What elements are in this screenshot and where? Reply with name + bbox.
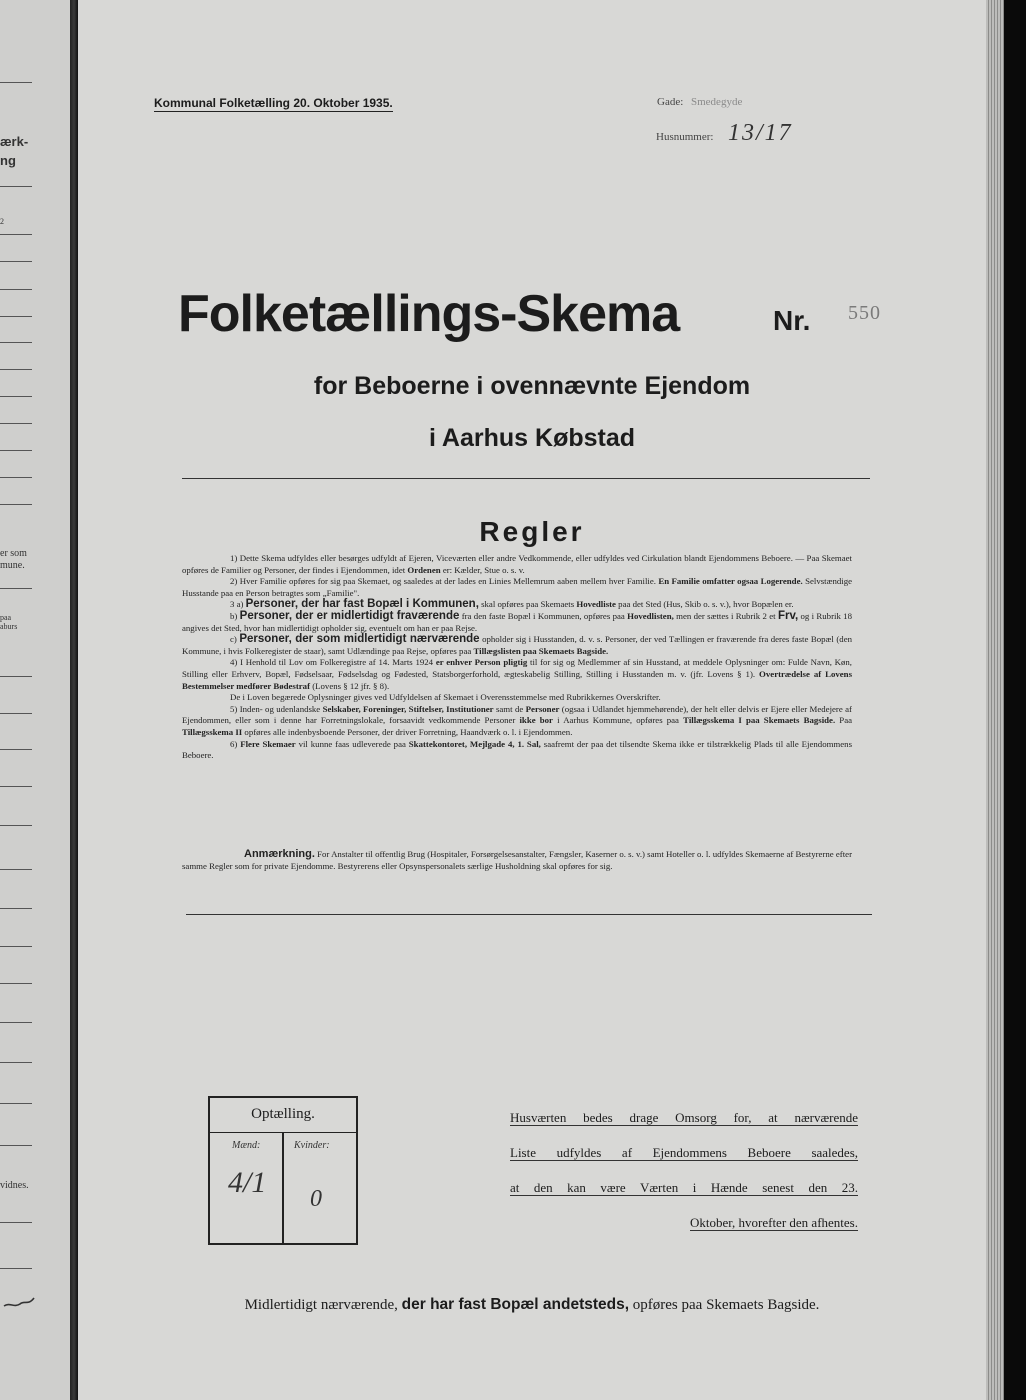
divider [182, 478, 870, 479]
rule-3c: c) Personer, der som midlertidigt nærværende opholder sig i Husstanden, d. v. s. Personer, der ved Tællingen er fraværende fra deres faste Bopæl (den Kommune, i hvis Folkeregister de staar), samt Udlændinge paa Rejse, opføres paa Tillægslisten paa Skemaets Bagside. [182, 633, 853, 656]
left-page-fragment: er som [0, 548, 27, 559]
remark-section [182, 848, 852, 872]
handwritten-mark [2, 1294, 36, 1312]
census-form-page [78, 0, 986, 1400]
rule-line [0, 423, 32, 424]
rule-line [0, 1022, 32, 1023]
rule-line [0, 504, 32, 505]
form-number-label: Nr. [773, 305, 811, 336]
rule-line [0, 825, 32, 826]
rule-1: 1) Dette Skema udfyldes eller besørges udfyldt af Ejeren, Viceværten eller andre Vedkommende, eller udfyldes ved Cirkulation blandt Ejendommens Beboere. — Paa Skemaet opføres de Familier og Personer, der findes i Ejendommen, idet Ordenen er: Kælder, Stue o. s. v. [182, 553, 852, 575]
remark-label: Anmærkning. [244, 848, 315, 860]
house-number-label: Husnummer: [656, 131, 714, 143]
rule-line [0, 946, 32, 947]
rule-line [0, 676, 32, 677]
street-label: Gade: [657, 96, 684, 108]
rule-line [0, 1222, 32, 1223]
rules-text [182, 553, 852, 762]
rule-line [0, 1268, 32, 1269]
rule-line [0, 289, 32, 290]
rule-line [0, 234, 32, 235]
rule-line [0, 713, 32, 714]
remark-text: For Anstalter til offentlig Brug (Hospitaler, Forsørgelsesanstalter, Fængsler, Kaserner o. s. v.) samt Hoteller o. l. udfyldes Skemaerne af Bestyrerne efter samme Regler som for private Ejendomme. Bestyrerens eller Opsynspersonalets særlige Husholdning skal opføres for sig. [182, 849, 852, 871]
rule-line [0, 396, 32, 397]
rule-line [0, 908, 32, 909]
rules-heading: Regler [479, 516, 585, 547]
rule-4: 4) I Henhold til Lov om Folkeregistre af 14. Marts 1924 er enhver Person pligtig til for sig og Medlemmer af sin Husstand, at meddele Oplysninger om: Fulde Navn, Køn, Stilling eller Erhverv, Bopæl, Fødselsaar, Fødselsdag og Fødested, Statsborgerforhold, ægteskabelig Stilling, Stilling i Husstanden m. v. (jfr. Lovens § 1). Overtrædelse af Lovens Bestemmelser medfører Bødestraf (Lovens § 12 jfr. § 8). [182, 657, 853, 691]
count-box [208, 1096, 358, 1245]
rule-line [0, 1103, 32, 1104]
instruction-line: at den kan være Værten i Hænde senest den 23. [510, 1180, 858, 1195]
rule-3a: 3 a) Personer, der har fast Bopæl i Kommunen, skal opføres paa Skemaets Hovedliste paa det Sted (Hus, Skib o. s. v.), hvor Bopælen er. [230, 598, 794, 611]
census-header-title: Kommunal Folketælling 20. Oktober 1935. [154, 96, 393, 110]
rule-line [0, 342, 32, 343]
instruction-line: Oktober, hvorefter den afhentes. [689, 1215, 858, 1230]
footer-note: Midlertidigt nærværende, der har fast Bopæl andetsteds, opføres paa Skemaets Bagside. [244, 1296, 820, 1313]
rule-2: 2) Hver Familie opføres for sig paa Skemaet, og saaledes at der lades en Linies Mellemrum aaben mellem hver Familie. En Familie omfatter ogsaa Logerende. Selvstændige Husstande paa en Person betragtes som „Familie". [182, 576, 852, 598]
form-subtitle: for Beboerne i ovennævnte Ejendom [313, 372, 751, 400]
count-box-title: Optælling. [210, 1098, 356, 1133]
instruction-line: Husværten bedes drage Omsorg for, at nærværende [510, 1110, 858, 1125]
left-page-fragment: aburs [0, 622, 18, 631]
count-box-divider [282, 1132, 284, 1243]
men-label: Mænd: [232, 1140, 261, 1151]
rule-6: 6) Flere Skemaer vil kunne faas udleverede paa Skattekontoret, Mejlgade 4, 1. Sal, saafremt der paa det tilsendte Skema ikke er tilstrækkelig Plads til alle Ejendommens Beboere. [182, 738, 852, 761]
rule-4-note: De i Loven begærede Oplysninger gives ved Udfyldelsen af Skemaet i Overensstemmelse med Rubrikkernes Overskrifter. [230, 692, 661, 703]
rule-line [0, 1062, 32, 1063]
form-number-value: 550 [848, 302, 881, 324]
rule-line [0, 869, 32, 870]
rule-line [0, 316, 32, 317]
stacked-page-edges [986, 0, 1004, 1400]
left-page-fragment: vidnes. [0, 1180, 29, 1191]
rule-line [0, 82, 32, 83]
house-number-value: 13/17 [728, 120, 793, 146]
women-label: Kvinder: [294, 1140, 330, 1151]
rule-line [0, 983, 32, 984]
rule-line [0, 186, 32, 187]
left-page-fragment: 2 [0, 217, 4, 226]
binding-gutter [70, 0, 78, 1400]
rule-line [0, 749, 32, 750]
rule-line [0, 261, 32, 262]
men-count-value: 4/1 [228, 1166, 267, 1199]
left-page-edge [0, 0, 70, 1400]
rule-5: 5) Inden- og udenlandske Selskaber, Foreninger, Stiftelser, Institutioner samt de Personer (ogsaa i Udlandet hjemmehørende), der helt eller delvis er Ejere eller Medejere af Ejendommen, eller som i denne har Forretningslokale, forsaavidt vedkommende Personer ikke bor i Aarhus Kommune, opføres paa Tillægsskema I paa Skemaets Bagside. Paa Tillægsskema II opføres alle indenbysboende Personer, der driver Forretning, Haandværk o. l. i Ejendommen. [182, 703, 852, 737]
left-page-fragment: paa [0, 613, 12, 622]
left-page-fragment: ng [0, 153, 16, 168]
instruction-line: Liste udfyldes af Ejendommens Beboere saaledes, [510, 1145, 858, 1160]
street-value: Smedegyde [691, 96, 743, 108]
rule-line [0, 477, 32, 478]
rule-line [0, 588, 32, 589]
rule-line [0, 450, 32, 451]
left-page-fragment: ærk- [0, 134, 29, 149]
landlord-instruction [510, 1100, 858, 1240]
rule-line [0, 1145, 32, 1146]
women-count-value: 0 [310, 1186, 322, 1212]
rule-line [0, 369, 32, 370]
left-page-fragment: mune. [0, 560, 25, 571]
divider [186, 914, 872, 915]
form-title: Folketællings-Skema [178, 285, 680, 343]
form-subtitle-city: i Aarhus Købstad [428, 424, 636, 452]
rule-3b: b) Personer, der er midlertidigt fraværende fra den faste Bopæl i Kommunen, opføres paa Hovedlisten, men der sættes i Rubrik 2 et Frv, og i Rubrik 18 angives det Sted, hvor han midlertidigt opholder sig, eventuelt om han er paa Rejse. [182, 609, 852, 633]
rule-line [0, 786, 32, 787]
